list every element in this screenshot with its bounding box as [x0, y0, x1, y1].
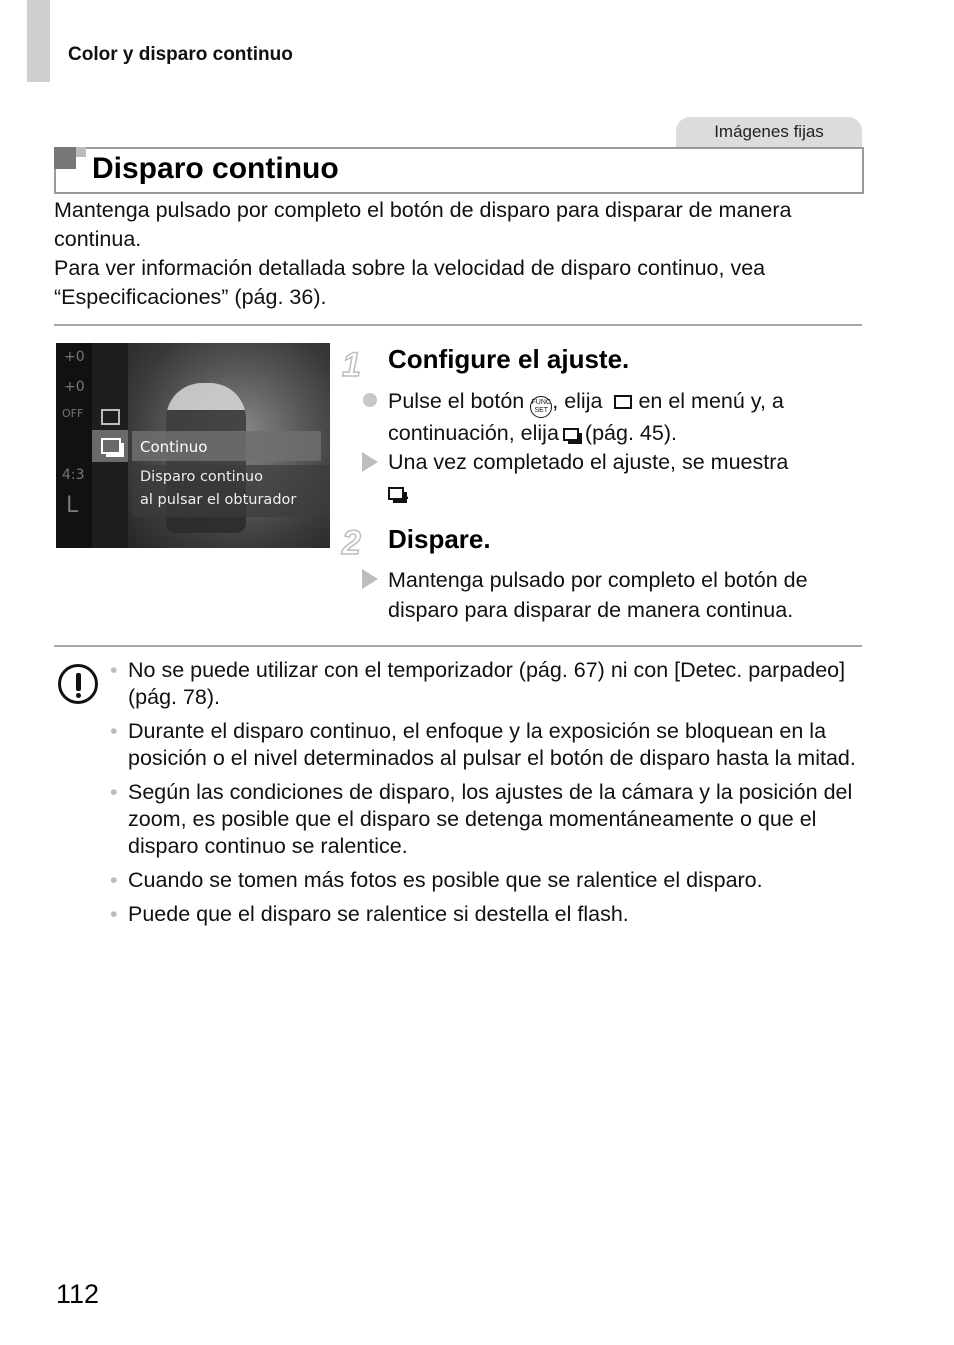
step-result	[388, 447, 858, 507]
caution-icon-bar	[76, 673, 81, 691]
caution-icon	[58, 664, 98, 704]
section-header	[54, 147, 864, 194]
list-item	[108, 718, 868, 772]
circle-bullet-icon	[363, 393, 377, 407]
list-item	[108, 657, 868, 711]
section-title: Disparo continuo	[92, 152, 339, 185]
instruction-text: en el menú y, a continuación, elija	[388, 389, 784, 445]
note-text: Puede que el disparo se ralentice si destella el flash.	[128, 902, 629, 926]
option-description-line: Disparo continuo	[140, 469, 263, 485]
func-set-button-icon: FUNC SET	[530, 396, 552, 418]
step-number: 2	[342, 524, 361, 562]
menu-glyph: +0	[64, 379, 85, 395]
instruction-text: Pulse el botón	[388, 389, 525, 413]
continuous-shooting-icon	[101, 438, 121, 454]
menu-glyph: L	[66, 493, 79, 518]
single-shot-icon	[614, 395, 632, 409]
list-bullet: •	[110, 658, 118, 682]
step-title: Dispare.	[388, 524, 491, 554]
intro-paragraph: Para ver información detallada sobre la velocidad de disparo continuo, vea “Especificaciones” (pág. 36).	[54, 256, 766, 309]
category-tab: Imágenes fijas	[676, 117, 862, 147]
step-title: Configure el ajuste.	[388, 344, 630, 374]
chapter-side-tab	[27, 0, 50, 82]
page-number: 112	[56, 1279, 100, 1309]
note-text: Durante el disparo continuo, el enfoque y la exposición se bloquean en la posición o el nivel determinados al pulsar el botón de disparo hasta la mitad.	[128, 719, 856, 770]
menu-glyph: +0	[64, 349, 85, 365]
triangle-arrow-icon	[362, 569, 378, 589]
menu-glyph: OFF	[62, 407, 84, 420]
step-number: 1	[342, 346, 361, 384]
continuous-shooting-icon	[388, 487, 404, 500]
list-bullet: •	[110, 868, 118, 892]
divider	[54, 324, 862, 326]
note-text: Según las condiciones de disparo, los ajustes de la cámara y la posición del zoom, es posible que el disparo se detenga momentáneamente o que el disparo continuo se ralentice.	[128, 780, 853, 858]
intro-text	[54, 196, 864, 312]
instruction-text: (pág. 45).	[584, 421, 677, 445]
instruction-text: , elija	[552, 389, 603, 413]
running-head: Color y disparo continuo	[68, 44, 293, 65]
note-text: No se puede utilizar con el temporizador (pág. 67) ni con [Detec. parpadeo] (pág. 78).	[128, 658, 846, 709]
intro-paragraph: Mantenga pulsado por completo el botón de disparo para disparar de manera continua.	[54, 198, 792, 251]
caution-notes-list	[108, 657, 868, 935]
section-corner-mark	[54, 147, 76, 169]
option-description-line: al pulsar el obturador	[140, 492, 297, 508]
list-bullet: •	[110, 780, 118, 804]
list-item	[108, 901, 868, 928]
list-bullet: •	[110, 719, 118, 743]
list-bullet: •	[110, 902, 118, 926]
camera-screen-image	[56, 343, 330, 548]
step-instruction	[388, 386, 858, 448]
continuous-shooting-icon	[563, 428, 579, 441]
caution-icon-dot	[76, 693, 81, 698]
list-item	[108, 779, 868, 860]
result-text: Una vez completado el ajuste, se muestra	[388, 450, 789, 474]
list-item	[108, 867, 868, 894]
option-label: Continuo	[140, 438, 208, 456]
single-shot-icon	[101, 409, 120, 425]
step-result: Mantenga pulsado por completo el botón de disparo para disparar de manera continua.	[388, 568, 808, 622]
result-text-end: .	[404, 480, 410, 504]
section-corner-mark-light	[76, 147, 86, 157]
triangle-arrow-icon	[362, 452, 378, 472]
menu-glyph: 4:3	[62, 467, 85, 483]
note-text: Cuando se tomen más fotos es posible que se ralentice el disparo.	[128, 868, 763, 892]
divider	[54, 645, 862, 647]
